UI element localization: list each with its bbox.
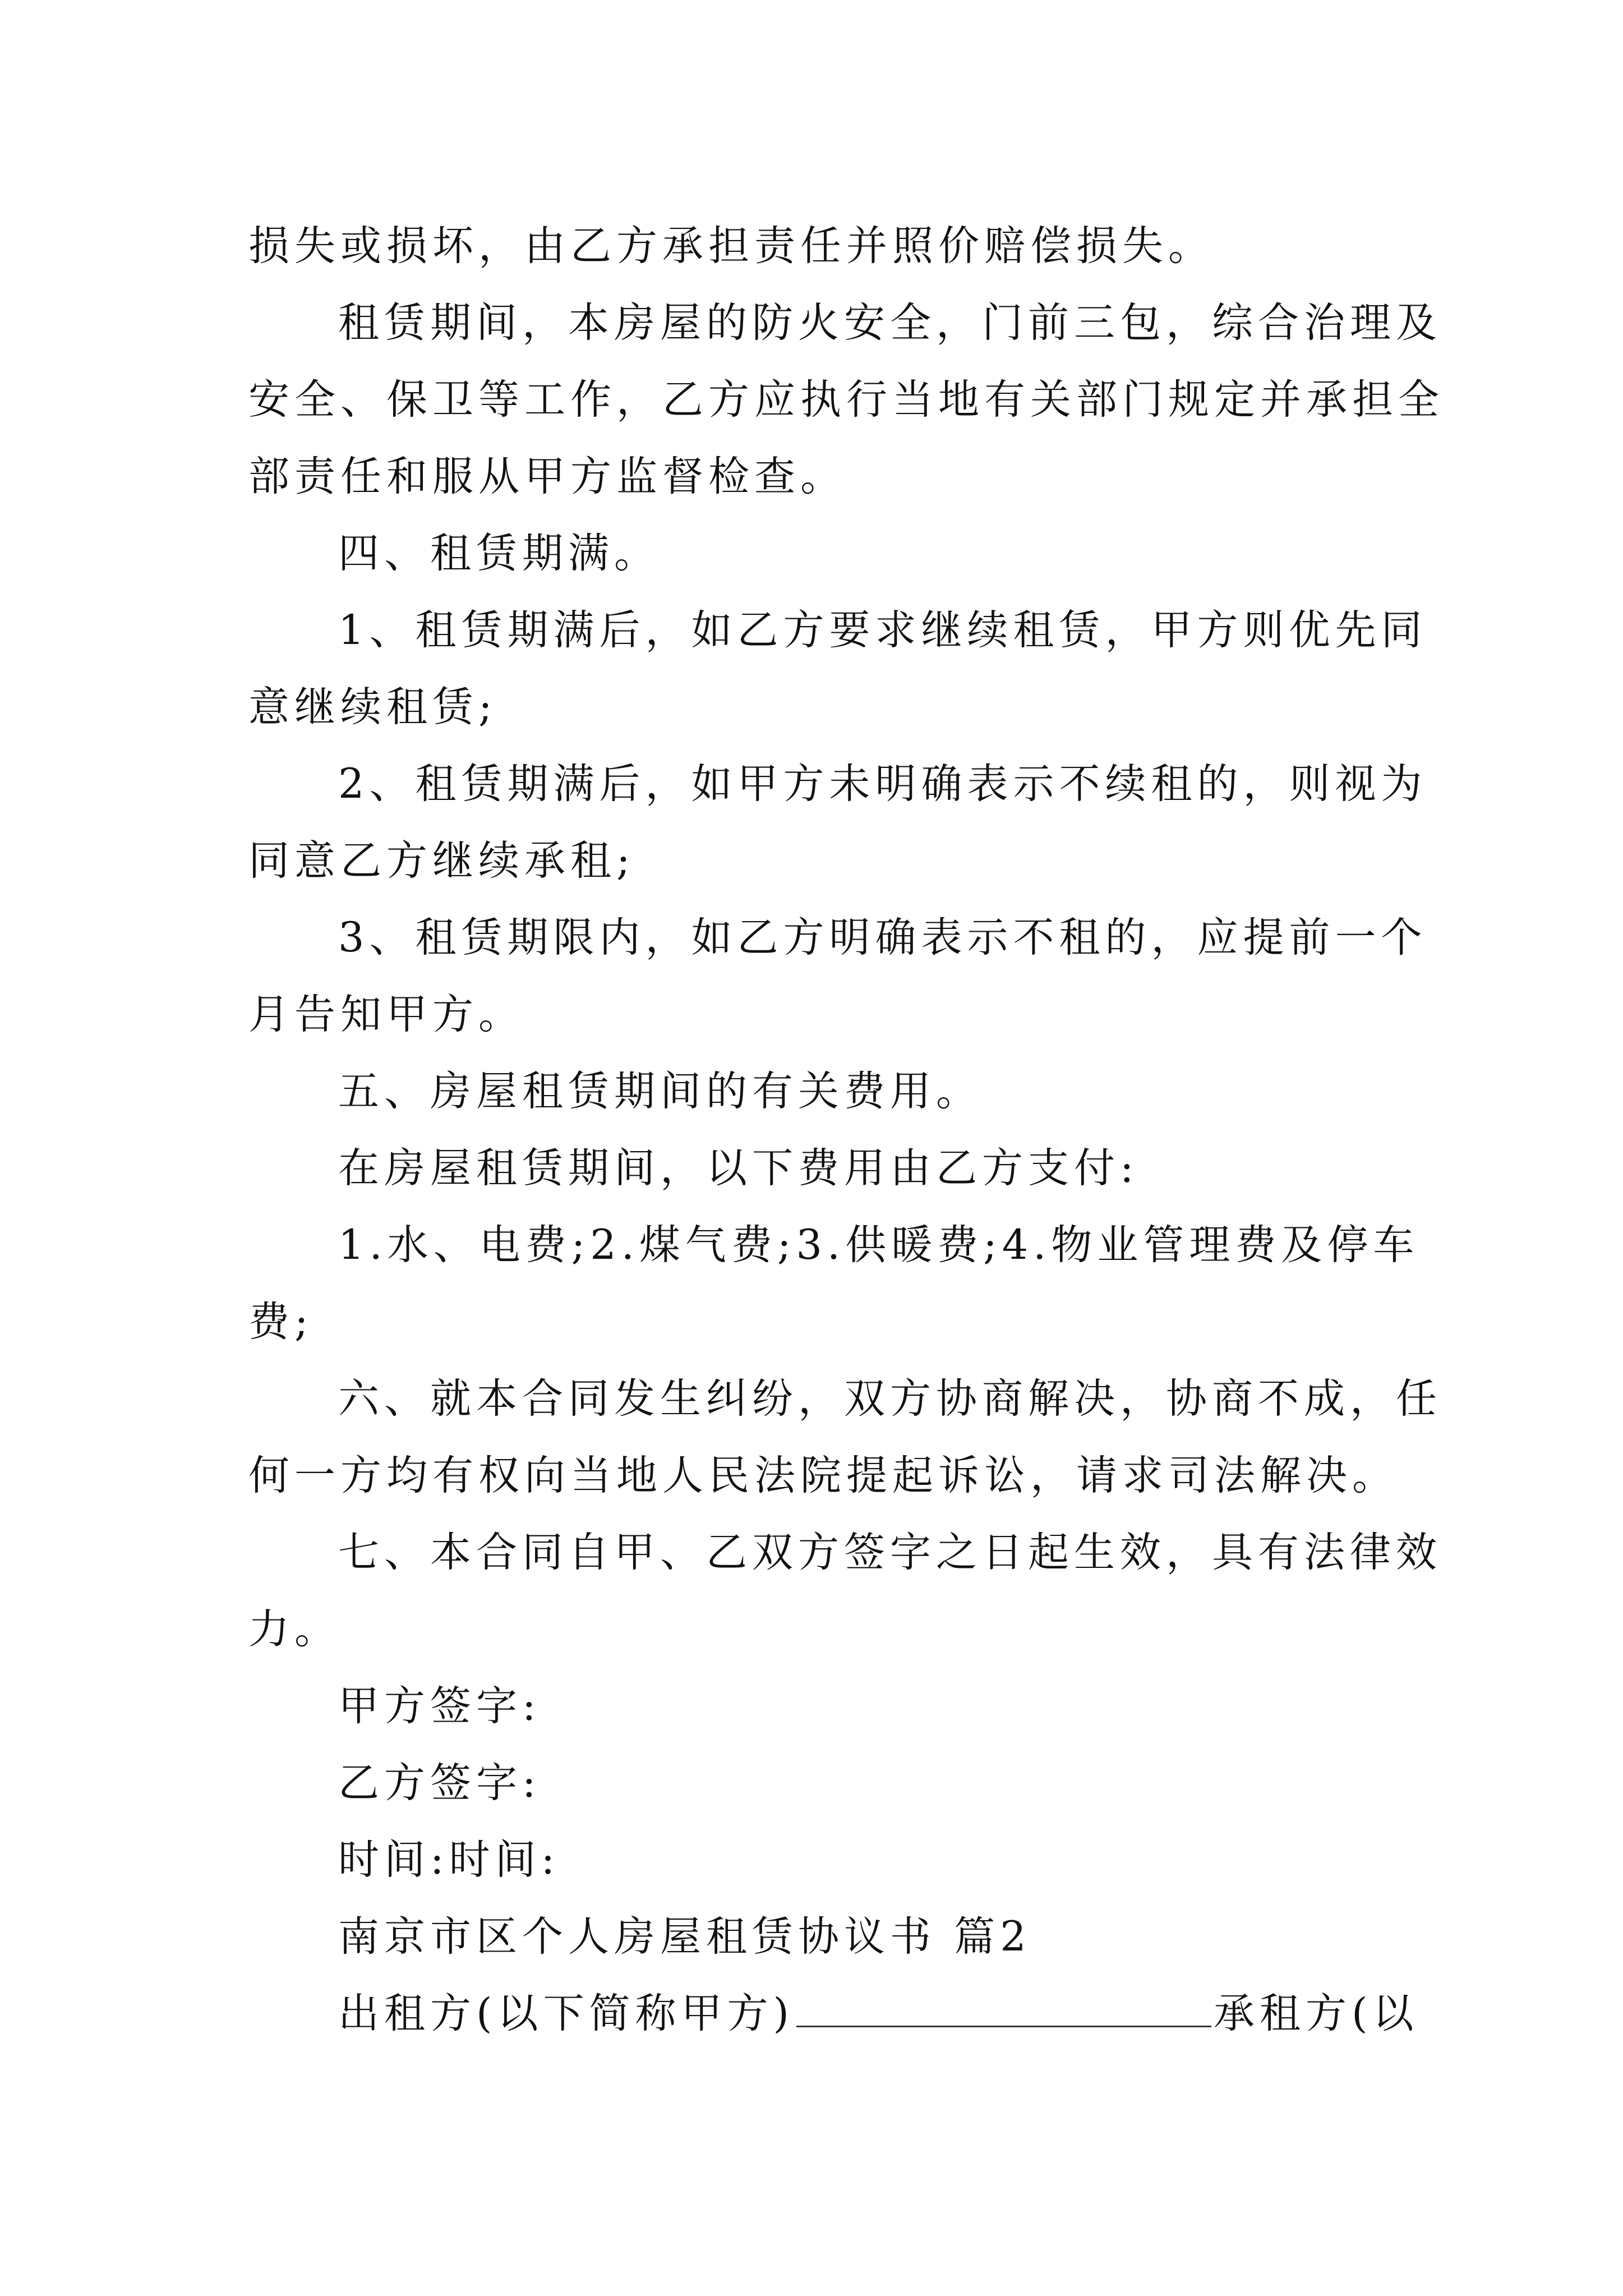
signature-line-party-a: 甲方签字:: [338, 1682, 541, 1730]
text-line: 安全、保卫等工作，乙方应执行当地有关部门规定并承担全: [248, 376, 1444, 424]
text-line: 同意乙方继续承租;: [248, 837, 635, 885]
text-line: 1.水、电费;2.煤气费;3.供暖费;4.物业管理费及停车: [338, 1221, 1419, 1269]
text-line: 月告知甲方。: [248, 991, 524, 1038]
lessor-lessee-line: [248, 1975, 1419, 2052]
lessor-blank: [796, 1986, 1211, 2027]
text-line: 3、租赁期限内，如乙方明确表示不租的，应提前一个: [338, 914, 1427, 961]
text-line: 1、租赁期满后，如乙方要求继续租赁，甲方则优先同: [338, 606, 1427, 654]
lessor-label: 出租方(以下简称甲方): [338, 1990, 794, 2037]
text-line: 在房屋租赁期间，以下费用由乙方支付:: [338, 1144, 1139, 1192]
text-line: 意继续租赁;: [248, 683, 497, 731]
signature-line-party-b: 乙方签字:: [338, 1759, 541, 1807]
text-line: 何一方均有权向当地人民法院提起诉讼，请求司法解决。: [248, 1452, 1398, 1499]
lessee-label: 承租方(以: [1213, 1990, 1419, 2037]
text-line: 六、就本合同发生纠纷，双方协商解决，协商不成，任: [338, 1375, 1442, 1423]
text-line: 力。: [248, 1605, 340, 1653]
text-line: 损失或损坏，由乙方承担责任并照价赔偿损失。: [248, 222, 1214, 270]
text-line: 费;: [248, 1298, 313, 1346]
text-line: 七、本合同自甲、乙双方签字之日起生效，具有法律效: [338, 1529, 1442, 1576]
section-heading: 五、房屋租赁期间的有关费用。: [338, 1068, 982, 1115]
text-line: 部责任和服从甲方监督检查。: [248, 453, 846, 500]
contract-text: [248, 208, 1444, 2052]
text-line: 2、租赁期满后，如甲方未明确表示不续租的，则视为: [338, 760, 1427, 808]
section-heading: 四、租赁期满。: [338, 530, 660, 577]
text-line: 租赁期间，本房屋的防火安全，门前三包，综合治理及: [338, 299, 1442, 347]
date-line: 时间:时间:: [338, 1836, 560, 1884]
agreement-title: 南京市区个人房屋租赁协议书 篇2: [338, 1913, 1031, 1961]
